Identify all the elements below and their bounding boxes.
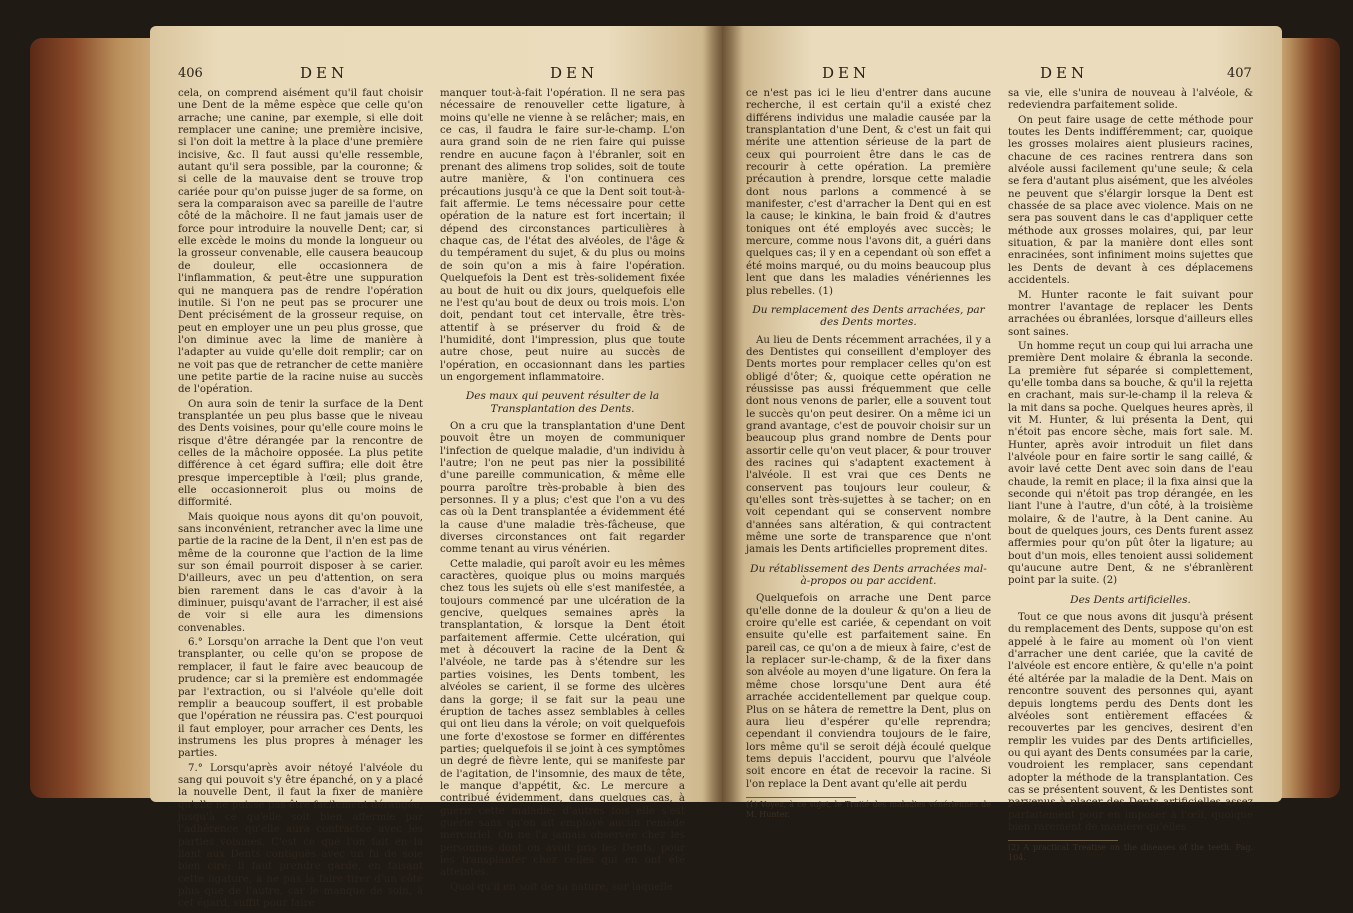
paragraph: Mais quoique nous ayons dit qu'on pouvoit, sans inconvénient, retrancher avec la lime une partie de la racine de la Dent, il n'en est pas de même de la couronne que l'action de la lime sur son émail pourroit disposer à se carier. D'ailleurs, avec un peu d'attention, on sera bien rarement dans le cas d'avoir à la diminuer, puisqu'avant de l'arracher, il est aisé de voir si elle aura les dimensions convenables. [178, 511, 424, 634]
left-column-2 [440, 88, 685, 896]
paragraph: Quelquefois on arrache une Dent parce qu'elle donne de la douleur & qu'on a lieu de croire qu'elle est cariée, & cependant on voit ensuite qu'elle est parfaitement saine. En pareil cas, ce qu'on a de mieux à faire, c'est de la replacer sur-le-champ, & de la fixer dans son alvéole au moyen d'une ligature. On fera la même chose lorsqu'une Dent aura été arrachée accidentellement par quelque coup. Plus on se hâtera de remettre la Dent, plus on aura lieu d'espérer qu'elle reprendra; cependant il conviendra toujours de le faire, lors même qu'il se seroit déjà écoulé quelque tems depuis l'accident, pourvu que l'alvéole soit encore en état de recevoir la racine. Si l'on replace la Dent avant qu'elle ait perdu [746, 593, 991, 790]
paragraph: Au lieu de Dents récemment arrachées, il y a des Dentistes qui conseillent d'employer des Dents mortes pour remplacer celles qu'on est obligé d'ôter; &, quoique cette opération ne réussisse pas aussi fréquemment que celle dont nous venons de parler, elle a souvent tout le succès qu'on peut desirer. On a même ici un grand avantage, c'est de pouvoir choisir sur un beaucoup plus grand nombre de Dents pour assortir celle qu'on veut placer, & pour trouver des racines qui s'adaptent exactement à l'alvéole. Il est vrai que ces Dents ne conservent pas toujours leur couleur, & qu'elles sont très-sujettes à se tacher; on en voit cependant qui se conservent nombre d'années sans altération, & qui contractent même une sorte de transparence que n'ont jamais les Dents artificielles proprement dites. [746, 334, 991, 556]
left-running-head-2: DEN [550, 64, 599, 82]
paragraph: Un homme reçut un coup qui lui arracha une première Dent molaire & ébranla la seconde. La première fut séparée si complettement, qu'elle tomba dans sa bouche, & qu'il la rejetta en crachant, mais sur-le-champ il la releva & la mit dans sa poche. Quelques heures après, il vit M. Hunter, & lui présenta la Dent, qui n'étoit pas encore sèche, mais fort sale. M. Hunter, après avoir introduit un filet dans l'alvéole pour en faire sortir le sang caillé, & avoir lavé cette Dent avec soin dans de l'eau chaude, la remit en place; il la fixa ainsi que la seconde qui n'étoit pas trop dérangée, en les liant l'une à l'autre, d'un côté, à la troisième molaire, & de l'autre, à la Dent canine. Au bout de quelques jours, ces Dents furent assez affermies pour qu'on pût ôter la ligature; au bout d'un mois, elles tenoient aussi solidement qu'aucune autre Dent, & ne s'ébranlèrent point par la suite. (2) [1008, 340, 1253, 587]
right-running-head-2: DEN [1040, 64, 1089, 82]
right-column-2 [1008, 88, 1253, 863]
paragraph: M. Hunter raconte le fait suivant pour montrer l'avantage de replacer les Dents arrachées ou ébranlées, lorsque d'ailleurs elles sont saines. [1008, 289, 1253, 338]
footnote: (2) A practical Treatise on the diseases of the teeth. Pag. 104. [1008, 843, 1253, 863]
right-column-1 [746, 88, 991, 820]
section-heading: Du remplacement des Dents arrachées, par des Dents mortes. [752, 303, 985, 329]
paragraph: sa vie, elle s'unira de nouveau à l'alvéole, & redeviendra parfaitement solide. [1008, 88, 1253, 112]
paragraph: On a cru que la transplantation d'une Dent pouvoit être un moyen de communiquer l'infection de quelque maladie, d'un individu à l'autre; l'on ne peut pas nier la possibilité d'une pareille communication, & même elle pourra paroître très-probable à bien des personnes. Il y a plus; c'est que l'on a vu des cas où la Dent transplantée a évidemment été la cause d'une maladie très-fâcheuse, que diverses circonstances ont fait regarder comme tenant au virus vénérien. [440, 420, 685, 556]
section-heading: Des Dents artificielles. [1070, 593, 1191, 606]
right-page [722, 26, 1282, 863]
left-page-number: 406 [178, 66, 203, 81]
book-gutter-shadow [702, 26, 742, 802]
footnote-rule [746, 797, 856, 798]
paragraph: Cette maladie, qui paroît avoir eu les mêmes caractères, quoique plus ou moins marqués chez tous les sujets où elle s'est manifestée, a toujours commencé par une ulcération de la gencive, quelques semaines après la transplantation, & lorsque la Dent étoit parfaitement affermie. Cette ulcération, qui met à découvert la racine de la Dent & l'alvéole, ne tarde pas à s'étendre sur les parties voisines, les Dents tombent, les alvéoles se carient, il se forme des ulcères dans la gorge; il se fait sur la peau une éruption de taches assez semblables à celles qui ont lieu dans la vérole; on voit quelquefois une forte d'exostose se former en différentes parties; quelquefois il se joint à ces symptômes un degré de fièvre lente, qui se manifeste par de l'agitation, de l'insomnie, des maux de tête, le manque d'appétit, &c. Le mercure a contribué évidemment, dans quelques cas, à guérir cette maladie; d'autres fois elle s'est guérie sans qu'on ait employé aucun remède mercuriel. On ne l'a jamais observée chez les personnes dont on avoit pris les Dents, pour les transplanter chez celles qui en ont été atteintes. [440, 558, 685, 879]
right-running-head-1: DEN [822, 64, 871, 82]
left-page [150, 26, 722, 910]
section-heading: Des maux qui peuvent résulter de la Transplantation des Dents. [465, 390, 660, 415]
paragraph: On aura soin de tenir la surface de la Dent transplantée un peu plus basse que le niveau des Dents voisines, pour qu'elle coure moins le risque d'être dérangée par la rencontre de celles de la mâchoire opposée. La plus petite différence à cet égard suffira; elle doit être presque imperceptible à l'œil; plus grande, elle occasionneroit plus ou moins de difformité. [178, 398, 423, 509]
paragraph: cela, on comprend aisément qu'il faut choisir une Dent de la même espèce que celle qu'on arrache; une canine, par exemple, si elle doit remplacer une canine; une première incisive, si l'on doit la mettre à la place d'une première incisive, &c. Il faut aussi qu'elle ressemble, autant qu'il sera possible, par la couronne; & si celle de la mauvaise dent se trouve trop cariée pour qu'on puisse juger de sa forme, on sera la comparaison avec sa pareille de l'autre côté de la mâchoire. Il ne faut jamais user de force pour introduire la nouvelle Dent; car, si elle excède le moins du monde la longueur ou la grosseur convenable, elle causera beaucoup de douleur, elle occasionnera de l'inflammation, & peut-être une suppuration qui ne manquera pas de rendre l'opération inutile. Si l'on ne peut pas se procurer une Dent précisément de la grosseur requise, on peut en employer une un peu plus grosse, que l'on diminue avec la lime de manière à l'adapter au vuide qu'elle doit remplir; car on ne voit pas que de retrancher de cette manière une petite partie de la racine nuise au succès de l'opération. [178, 88, 423, 396]
footnote-rule [1008, 840, 1118, 841]
paragraph: ce n'est pas ici le lieu d'entrer dans aucune recherche, il est certain qu'il a existé chez différens individus une maladie causée par la transplantation d'une Dent, & c'est un fait qui mérite une attention sérieuse de la part de ceux qui pourroient être dans le cas de recourir à cette opération. La première précaution à prendre, lorsque cette maladie dont nous parlons a commencé à se manifester, c'est d'arracher la Dent qui en est la cause; le kinkina, le bain froid & d'autres toniques ont été employés avec succès; le mercure, comme nous l'avons dit, a guéri dans quelques cas; il y en a cependant où son effet a été moins marqué, ou du moins beaucoup plus lent que dans les maladies vénériennes les plus rebelles. (1) [746, 88, 991, 297]
paragraph: manquer tout-à-fait l'opération. Il ne sera pas nécessaire de renouveller cette ligature, à moins qu'elle ne vienne à se relâcher; mais, en ce cas, il faudra le faire sur-le-champ. L'on aura grand soin de ne rien faire qui puisse rendre en aucune façon à l'ébranler, soit en prenant des alimens trop solides, soit de toute autre manière, & l'on continuera ces précautions jusqu'à ce que la Dent soit tout-à-fait affermie. Le tems nécessaire pour cette opération de la nature est fort incertain; il dépend des circonstances particulières à chaque cas, de l'état des alvéoles, de l'âge & du tempérament du sujet, & du plus ou moins de soin qu'on a mis à faire l'opération. Quelquefois la Dent est très-solidement fixée au bout de huit ou dix jours, quelquefois elle ne l'est qu'au bout de deux ou trois mois. L'on doit, pendant tout cet intervalle, être très-attentif à se préserver du froid & de l'humidité, dont l'impression, plus que toute autre chose, peut nuire au succès de l'opération, en occasionnant dans les parties un engorgement inflammatoire. [440, 88, 685, 383]
paragraph: Tout ce que nous avons dit jusqu'à présent du remplacement des Dents, suppose qu'on est appelé à le faire au moment où l'on vient d'arracher une dent cariée, que la cavité de l'alvéole est encore entière, & qu'elle n'a point été altérée par la maladie de la Dent. Mais on rencontre souvent des personnes qui, ayant depuis longtems perdu des Dents dont les alvéoles sont entièrement effacées & recouvertes par les gencives, desirent d'en remplir les vuides par des Dents artificielles, ou qui ayant des Dents consumées par la carie, voudroient les remplacer, sans cependant adopter la méthode de la transplantation. Ces cas se présentent souvent, & les Dentistes sont parvenus à placer des Dents artificielles assez parfaitement pour en imposer à l'œil, quoique bien rarement de manière qu'elles [1008, 612, 1253, 833]
left-running-head-1: DEN [300, 64, 349, 82]
left-column-1 [178, 88, 423, 913]
right-page-number: 407 [1227, 66, 1252, 81]
open-book [30, 18, 1340, 910]
paragraph: 6.° Lorsqu'on arrache la Dent que l'on veut transplanter, ou celle qu'on se propose de remplacer, il faut le faire avec beaucoup de prudence; car si la première est endommagée par l'extraction, ou si l'alvéole qu'elle doit remplir a beaucoup souffert, il est probable que l'opération ne réussira pas. C'est pourquoi il faut employer, pour arracher ces Dents, les instrumens les plus propres à ménager les parties. [178, 637, 423, 760]
paragraph: 7.° Lorsqu'après avoir nétoyé l'alvéole du sang qui pouvoit s'y être épanché, on y a placé la nouvelle Dent, il faut la fixer de manière qu'elle ne puisse pas être facilement dérangée, jusqu'à ce qu'elle soit bien affermie par l'adhérence qu'elle aura contractée avec les parties voisines. C'est ce que l'on fait en la liant aux Dents contiguës avec un fil de soie bien ciré; il faut prendre garde, en faisant cette ligature, à ne pas la faire tirer d'un côté plus que de l'autre, car le manque de soin, à cet égard, suffit pour faire [178, 762, 423, 910]
paragraph: On peut faire usage de cette méthode pour toutes les Dents indifféremment; car, quoique les grosses molaires aient plusieurs racines, chacune de ces racines rentrera dans son alvéole aussi facilement qu'une seule; & cela se fera d'autant plus aisément, que les alvéoles ne peuvent que s'élargir lorsque la Dent est chassée de sa place avec violence. Mais on ne sera pas souvent dans le cas d'appliquer cette méthode aux grosses molaires, qui, par leur situation, & par la manière dont elles sont enracinées, sont infiniment moins sujettes que les Dents de devant à ces déplacemens accidentels. [1008, 114, 1253, 287]
paragraph: Quoi qu'il en soit de sa nature, sur laquelle [450, 881, 673, 893]
footnote: (1) Voyez, à ce sujet, le Traité des maladies vénériennes de M. Hunter. [746, 799, 991, 819]
section-heading: Du rétablissement des Dents arrachées mal-à-propos ou par accident. [750, 562, 987, 588]
